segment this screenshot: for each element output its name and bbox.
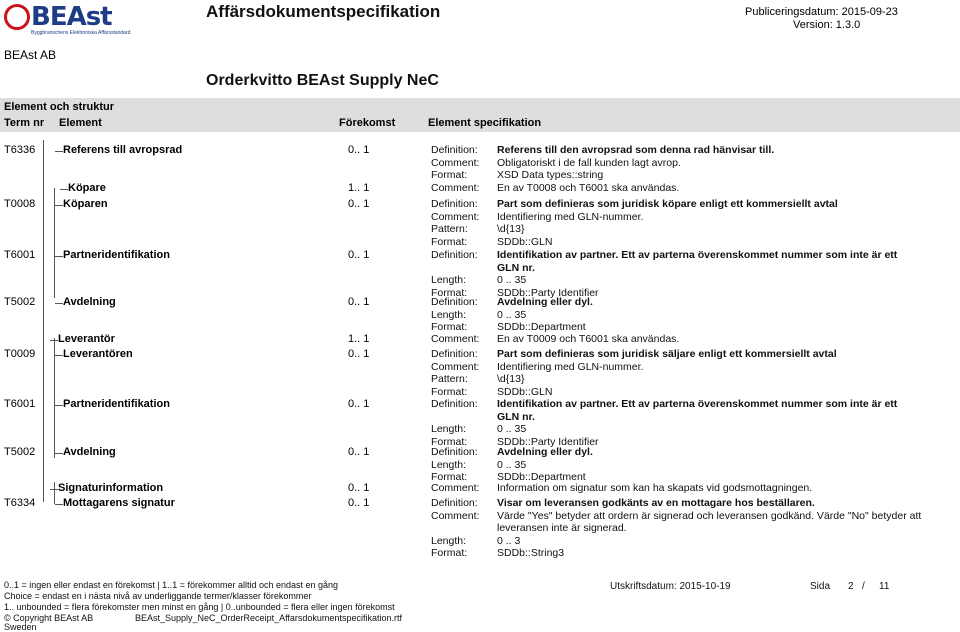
spec-label: Format: [431,286,468,299]
occurrence: 0.. 1 [348,198,370,210]
spec-value: Identifikation av partner. Ett av parterna överenskommet nummer som inte är ett [497,398,898,410]
occurrence: 0.. 1 [348,446,370,458]
occurrence: 0.. 1 [348,296,370,308]
spec-value: GLN nr. [497,410,535,423]
org-name: BEAst AB [4,48,57,62]
element-name: Signaturinformation [58,482,164,494]
tree-connector [50,489,58,490]
doc-title: Affärsdokumentspecifikation [206,2,441,21]
spec-value: SDDb::String3 [497,547,565,559]
spec-label: Comment: [431,210,480,223]
spec-value: Information om signatur som kan ha skapats vid godsmottagningen. [497,482,813,494]
spec-value: 0 .. 35 [497,308,527,321]
spec-value: SDDb::Department [497,471,586,483]
version: Version: 1.3.0 [793,19,861,31]
spec-label: Comment: [431,482,480,494]
spec-label: Format: [431,235,468,248]
logo-text: BEAst [31,2,112,32]
occurrence: 1.. 1 [348,333,370,345]
spec-value: Part som definieras som juridisk köpare enligt ett kommersiellt avtal [497,198,838,210]
spec-value: SDDb::GLN [497,235,553,248]
tree-connector [60,189,68,190]
print-date: Utskriftsdatum: 2015-10-19 [610,581,731,592]
spec-value: 0 .. 35 [497,458,527,471]
term-number: T6336 [4,144,36,156]
spec-value: SDDb::Party Identifier [497,286,599,299]
spec-label: Length: [431,423,467,435]
occurrence: 0.. 1 [348,497,370,509]
col-spec: Element specifikation [428,117,542,129]
country: Sweden [4,622,37,632]
spec-label: Length: [431,534,467,547]
spec-label: Definition: [431,398,478,410]
spec-value: En av T0008 och T6001 ska användas. [497,182,680,194]
spec-value: leveransen inte är signerad. [497,522,627,534]
occurrence: 0.. 1 [348,144,370,156]
spec-label: Format: [431,547,468,559]
logo-ring-icon [4,4,30,30]
col-occurrence: Förekomst [339,117,396,129]
tree-connector [55,151,63,152]
element-name: Partneridentifikation [63,249,170,261]
footer-note-3: 1.. unbounded = flera förekomster men minst en gång | 0..unbounded = flera eller ingen förekomst [4,602,395,612]
element-name: Avdelning [63,446,116,458]
spec-label: Definition: [431,144,478,156]
spec-label: Definition: [431,296,478,308]
spec-label: Definition: [431,348,478,360]
tree-connector [55,355,63,356]
spec-label: Comment: [431,360,480,373]
spec-value: XSD Data types::string [497,169,604,181]
occurrence: 0.. 1 [348,249,370,261]
spec-value: Avdelning eller dyl. [497,296,593,308]
file-name: BEAst_Supply_NeC_OrderReceipt_Affarsdokumentspecifikation.rtf [135,613,402,623]
spec-value: \d{13} [497,223,525,235]
spec-value: Identifiering med GLN-nummer. [497,210,644,223]
spec-label: Length: [431,308,467,321]
tree-line-signatur [54,482,55,504]
spec-label: Definition: [431,249,478,261]
col-term: Term nr [4,117,45,129]
term-number: T5002 [4,296,36,308]
spec-label: Pattern: [431,373,468,385]
spec-value: Identifiering med GLN-nummer. [497,360,644,373]
tree-line-leverantor [54,338,55,458]
element-name: Köpare [68,182,106,194]
spec-label: Definition: [431,497,478,509]
spec-value: Avdelning eller dyl. [497,446,593,458]
spec-label: Format: [431,321,468,333]
occurrence: 0.. 1 [348,482,370,494]
footer-note-2: Choice = endast en i nästa nivå av underliggande termer/klasser förekommer [4,591,312,601]
spec-label: Definition: [431,446,478,458]
spec-value: SDDb::GLN [497,385,553,398]
occurrence: 0.. 1 [348,348,370,360]
element-name: Avdelning [63,296,116,308]
page-subtitle: Orderkvitto BEAst Supply NeC [206,72,439,89]
tree-connector [55,205,63,206]
element-name: Köparen [63,198,108,210]
spec-label: Pattern: [431,223,468,235]
page-separator: / [862,581,865,592]
term-number: T5002 [4,446,36,458]
tree-connector [55,504,63,505]
tree-connector [55,453,63,454]
copyright: © Copyright BEAst AB [4,613,94,623]
spec-label: Format: [431,385,468,398]
spec-label: Comment: [431,182,480,194]
col-element: Element [59,117,102,129]
occurrence: 0.. 1 [348,398,370,410]
spec-value: 0 .. 35 [497,274,527,286]
spec-value: SDDb::Party Identifier [497,435,599,448]
element-name: Mottagarens signatur [63,497,175,509]
logo-subtext: Byggbranschens Elektroniska Affärsstandard [31,30,131,36]
spec-value: Visar om leveransen godkänts av en mottagare hos beställaren. [497,497,815,509]
spec-label: Definition: [431,198,478,210]
tree-connector [55,303,63,304]
element-name: Partneridentifikation [63,398,170,410]
page-number: 2 [848,581,854,592]
tree-connector [55,405,63,406]
spec-value: GLN nr. [497,261,535,274]
page-total: 11 [879,581,890,592]
term-number: T6334 [4,497,36,509]
spec-value: 0 .. 3 [497,534,521,547]
spec-label: Comment: [431,156,480,169]
element-name: Leverantör [58,333,115,345]
element-name: Referens till avropsrad [63,144,183,156]
spec-label: Format: [431,471,468,483]
spec-label: Format: [431,169,468,181]
spec-value: Värde "Yes" betyder att ordern är signerad och leveransen godkänd. Värde "No" betyder att [497,509,922,522]
term-number: T0008 [4,198,36,210]
spec-value: En av T0009 och T6001 ska användas. [497,333,680,345]
publication-date: Publiceringsdatum: 2015-09-23 [745,6,898,18]
term-number: T0009 [4,348,36,360]
term-number: T6001 [4,398,36,410]
page-label: Sida [810,581,831,592]
footer-note-1: 0..1 = ingen eller endast en förekomst | 1..1 = förekommer alltid och endast en gång [4,580,339,590]
tree-line-root [43,140,44,502]
spec-label: Comment: [431,333,480,345]
occurrence: 1.. 1 [348,182,370,194]
element-name: Leverantören [63,348,133,360]
tree-connector [50,340,58,341]
spec-value: SDDb::Department [497,321,586,333]
section-label: Element och struktur [4,101,115,113]
spec-value: \d{13} [497,373,525,385]
spec-value: 0 .. 35 [497,423,527,435]
spec-value: Obligatoriskt i de fall kunden lagt avrop. [497,156,681,169]
spec-value: Part som definieras som juridisk säljare enligt ett kommersiellt avtal [497,348,837,360]
term-number: T6001 [4,249,36,261]
spec-label: Length: [431,274,467,286]
spec-label: Length: [431,458,467,471]
spec-label: Comment: [431,509,480,522]
spec-value: Referens till den avropsrad som denna rad hänvisar till. [497,144,775,156]
spec-value: Identifikation av partner. Ett av parterna överenskommet nummer som inte är ett [497,249,898,261]
tree-connector [55,256,63,257]
spec-label: Format: [431,435,468,448]
